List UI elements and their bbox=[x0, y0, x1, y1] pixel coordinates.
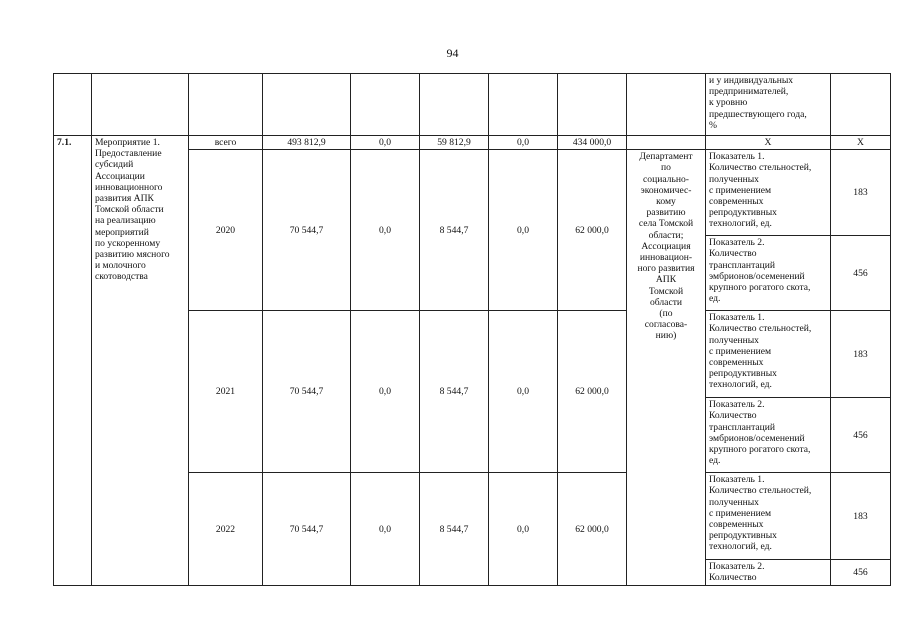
empty-cell bbox=[263, 74, 351, 136]
year-label: 2022 bbox=[189, 473, 263, 586]
indicator-text: Показатель 1. Количество стельностей, полученных с применением современных репродуктивных технологий, ед. bbox=[706, 311, 831, 398]
year-value: 8 544,7 bbox=[420, 150, 489, 311]
year-value: 62 000,0 bbox=[558, 311, 627, 473]
year-value: 8 544,7 bbox=[420, 311, 489, 473]
year-value: 0,0 bbox=[489, 150, 558, 311]
empty-cell bbox=[54, 74, 92, 136]
total-value: 0,0 bbox=[351, 136, 420, 150]
item-description: Мероприятие 1. Предоставление субсидий Ассоциации инновационного развития АПК Томской области на реализацию мероприятий по ускоренному развитию мясного и молочного скотоводства bbox=[92, 136, 189, 586]
year-label: 2021 bbox=[189, 311, 263, 473]
empty-cell bbox=[627, 136, 706, 150]
item-number: 7.1. bbox=[54, 136, 92, 586]
empty-cell bbox=[489, 74, 558, 136]
indicator-value: 456 bbox=[831, 560, 891, 586]
year-value: 0,0 bbox=[351, 473, 420, 586]
indicator-value: 183 bbox=[831, 311, 891, 398]
continuation-row bbox=[54, 74, 891, 136]
year-label: 2020 bbox=[189, 150, 263, 311]
executor: Департамент по социально- экономичес- кому развитию села Томской области; Ассоциация инновацион- ного развития АПК Томской области (по согласова- нию) bbox=[627, 150, 706, 586]
year-value: 0,0 bbox=[489, 473, 558, 586]
empty-cell bbox=[420, 74, 489, 136]
total-indicator-value: X bbox=[831, 136, 891, 150]
year-value: 0,0 bbox=[489, 311, 558, 473]
year-value: 70 544,7 bbox=[263, 311, 351, 473]
indicator-value: 183 bbox=[831, 473, 891, 560]
total-value: 493 812,9 bbox=[263, 136, 351, 150]
indicator-text: Показатель 2. Количество трансплантаций эмбрионов/осеменений крупного рогатого скота, ед. bbox=[706, 398, 831, 473]
empty-cell bbox=[558, 74, 627, 136]
empty-cell bbox=[351, 74, 420, 136]
empty-cell bbox=[831, 74, 891, 136]
total-label: всего bbox=[189, 136, 263, 150]
year-value: 8 544,7 bbox=[420, 473, 489, 586]
indicator-value: 456 bbox=[831, 398, 891, 473]
year-value: 62 000,0 bbox=[558, 473, 627, 586]
year-value: 70 544,7 bbox=[263, 150, 351, 311]
total-value: 434 000,0 bbox=[558, 136, 627, 150]
indicator-continuation: и у индивидуальных предпринимателей, к уровню предшествующего года, % bbox=[706, 74, 831, 136]
empty-cell bbox=[92, 74, 189, 136]
year-value: 0,0 bbox=[351, 311, 420, 473]
total-indicator: X bbox=[706, 136, 831, 150]
total-row bbox=[54, 136, 891, 150]
indicator-value: 456 bbox=[831, 236, 891, 311]
empty-cell bbox=[627, 74, 706, 136]
year-value: 0,0 bbox=[351, 150, 420, 311]
indicator-value: 183 bbox=[831, 150, 891, 236]
year-value: 70 544,7 bbox=[263, 473, 351, 586]
indicator-text: Показатель 1. Количество стельностей, полученных с применением современных репродуктивных технологий, ед. bbox=[706, 150, 831, 236]
indicator-text: Показатель 2. Количество трансплантаций эмбрионов/осеменений крупного рогатого скота, ед. bbox=[706, 236, 831, 311]
empty-cell bbox=[189, 74, 263, 136]
program-table bbox=[53, 73, 891, 586]
total-value: 59 812,9 bbox=[420, 136, 489, 150]
indicator-text: Показатель 2. Количество bbox=[706, 560, 831, 586]
indicator-text: Показатель 1. Количество стельностей, полученных с применением современных репродуктивных технологий, ед. bbox=[706, 473, 831, 560]
year-value: 62 000,0 bbox=[558, 150, 627, 311]
page-number: 94 bbox=[446, 46, 459, 60]
total-value: 0,0 bbox=[489, 136, 558, 150]
